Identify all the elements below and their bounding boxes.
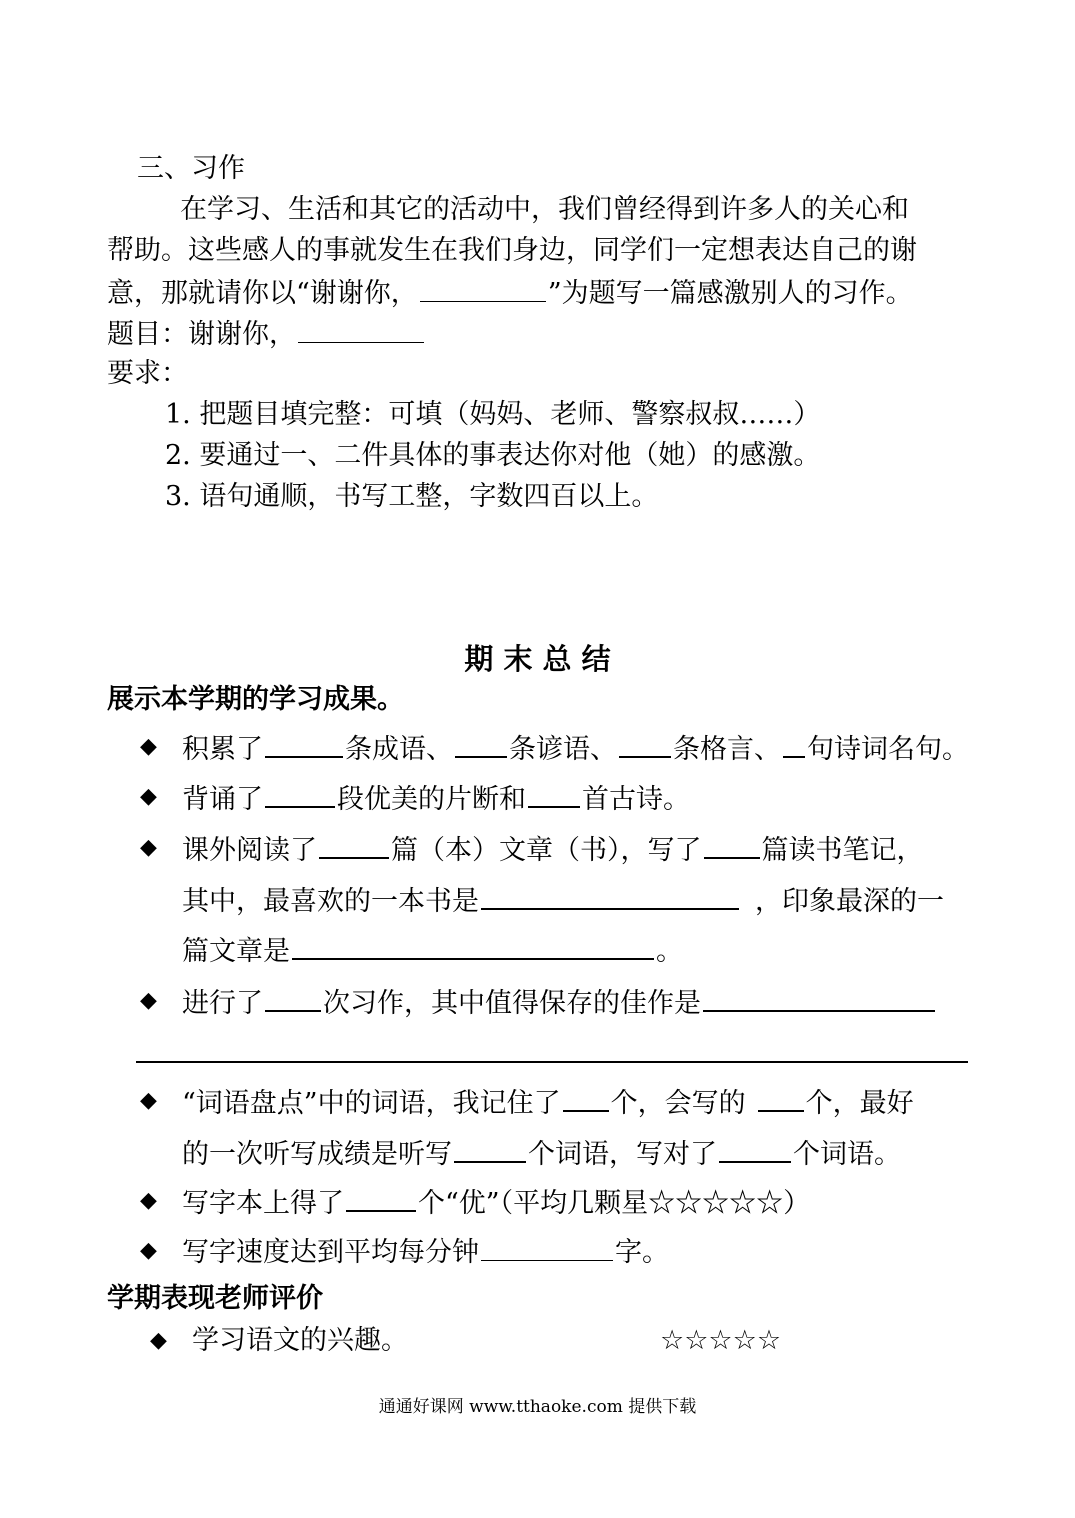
fill-blank[interactable] bbox=[455, 730, 507, 758]
summary-title: 期 末 总 结 bbox=[464, 642, 611, 676]
fill-blank[interactable] bbox=[346, 1184, 416, 1212]
bullet-item bbox=[140, 984, 937, 1021]
paragraph-line bbox=[107, 275, 913, 311]
diamond-icon: ◆ bbox=[140, 1088, 157, 1113]
fill-blank[interactable] bbox=[265, 730, 343, 758]
item-text: 个，会写的 bbox=[610, 1088, 746, 1119]
item-text: “词语盘点”中的词语，我记住了 bbox=[182, 1088, 561, 1119]
title-blank[interactable] bbox=[298, 316, 424, 343]
requirements-label: 要求： bbox=[107, 358, 188, 389]
fill-blank[interactable] bbox=[783, 730, 805, 758]
item-text: 的一次听写成绩是听写 bbox=[182, 1139, 452, 1170]
item-text: 个词语，写对了 bbox=[528, 1139, 717, 1170]
bullet-item bbox=[140, 780, 690, 817]
answer-line[interactable] bbox=[136, 1061, 968, 1063]
composition-heading: 三、习作 bbox=[137, 153, 245, 184]
fill-blank[interactable] bbox=[319, 831, 389, 859]
fill-blank[interactable] bbox=[619, 730, 671, 758]
item-text: 积累了 bbox=[182, 734, 263, 765]
item-text: 背诵了 bbox=[182, 784, 263, 815]
item-text: 条成语、 bbox=[345, 734, 453, 765]
item-text: 篇读书笔记， bbox=[761, 835, 924, 866]
fill-blank[interactable] bbox=[563, 1084, 609, 1112]
item-text: 首古诗。 bbox=[582, 784, 690, 815]
item-text: 条谚语、 bbox=[509, 734, 617, 765]
footer-text: 通通好课网 www.tthaoke.com 提供下载 bbox=[378, 1397, 697, 1417]
fill-blank[interactable] bbox=[454, 1135, 526, 1163]
item-text: 课外阅读了 bbox=[182, 835, 317, 866]
diamond-icon: ◆ bbox=[140, 835, 157, 860]
item-text: 篇文章是 bbox=[182, 936, 290, 967]
item-text: 个“优”（平均几颗星☆☆☆☆☆） bbox=[418, 1188, 811, 1219]
evaluation-label: 学习语文的兴趣。 bbox=[192, 1325, 408, 1356]
item-text: 写字速度达到平均每分钟 bbox=[182, 1237, 479, 1268]
paragraph-text: ”为题写一篇感激别人的习作。 bbox=[547, 278, 913, 309]
diamond-icon: ◆ bbox=[140, 784, 157, 809]
item-text: 其中，最喜欢的一本书是 bbox=[182, 886, 479, 917]
bullet-item bbox=[140, 730, 969, 767]
title-label: 题目：谢谢你， bbox=[107, 319, 296, 350]
star-rating[interactable]: ☆☆☆☆☆ bbox=[660, 1325, 782, 1356]
diamond-icon: ◆ bbox=[140, 1188, 157, 1213]
item-text: 篇（本）文章（书），写了 bbox=[391, 835, 702, 866]
item-text: 段优美的片断和 bbox=[337, 784, 526, 815]
diamond-icon: ◆ bbox=[150, 1328, 167, 1353]
bullet-item-continued bbox=[182, 932, 683, 969]
diamond-icon: ◆ bbox=[140, 1238, 157, 1263]
item-text: 个词语。 bbox=[793, 1139, 901, 1170]
item-text: 条格言、 bbox=[673, 734, 781, 765]
title-line bbox=[107, 316, 426, 352]
item-text: 句诗词名句。 bbox=[807, 734, 969, 765]
fill-blank[interactable] bbox=[481, 1234, 613, 1261]
fill-blank[interactable] bbox=[758, 1084, 804, 1112]
diamond-icon: ◆ bbox=[140, 734, 157, 759]
item-text: 次习作，其中值得保存的佳作是 bbox=[323, 988, 701, 1019]
paragraph-line: 帮助。这些感人的事就发生在我们身边，同学们一定想表达自己的谢 bbox=[107, 235, 917, 266]
paragraph-line: 在学习、生活和其它的活动中，我们曾经得到许多人的关心和 bbox=[180, 194, 909, 225]
evaluation-item bbox=[150, 1324, 408, 1358]
item-text: ，印象最深的一 bbox=[755, 886, 944, 917]
fill-blank[interactable] bbox=[420, 275, 546, 302]
requirement-item: 1. 把题目填完整：可填（妈妈、老师、警察叔叔……） bbox=[165, 399, 821, 430]
favorite-article-blank[interactable] bbox=[292, 932, 654, 960]
section-heading: 展示本学期的学习成果。 bbox=[107, 684, 404, 715]
diamond-icon: ◆ bbox=[140, 988, 157, 1013]
paragraph-text: 意，那就请你以“谢谢你， bbox=[107, 278, 418, 309]
item-text: 字。 bbox=[615, 1237, 669, 1268]
item-text: 个，最好 bbox=[805, 1088, 914, 1119]
requirement-item: 2. 要通过一、二件具体的事表达你对他（她）的感激。 bbox=[165, 440, 821, 471]
bullet-item bbox=[140, 831, 924, 868]
section-heading: 学期表现老师评价 bbox=[107, 1283, 323, 1314]
bullet-item-continued bbox=[182, 1135, 901, 1172]
fill-blank[interactable] bbox=[265, 984, 321, 1012]
fill-blank[interactable] bbox=[265, 780, 335, 808]
item-text: 写字本上得了 bbox=[182, 1188, 344, 1219]
requirement-item: 3. 语句通顺，书写工整，字数四百以上。 bbox=[165, 481, 659, 512]
bullet-item bbox=[140, 1184, 810, 1221]
favorite-book-blank[interactable] bbox=[481, 882, 739, 910]
item-text: 进行了 bbox=[182, 988, 263, 1019]
bullet-item-continued bbox=[182, 882, 944, 919]
fill-blank[interactable] bbox=[703, 984, 935, 1012]
item-text: 。 bbox=[656, 936, 683, 967]
fill-blank[interactable] bbox=[704, 831, 760, 859]
bullet-item bbox=[140, 1234, 669, 1270]
bullet-item bbox=[140, 1084, 914, 1121]
fill-blank[interactable] bbox=[528, 780, 580, 808]
fill-blank[interactable] bbox=[719, 1135, 791, 1163]
